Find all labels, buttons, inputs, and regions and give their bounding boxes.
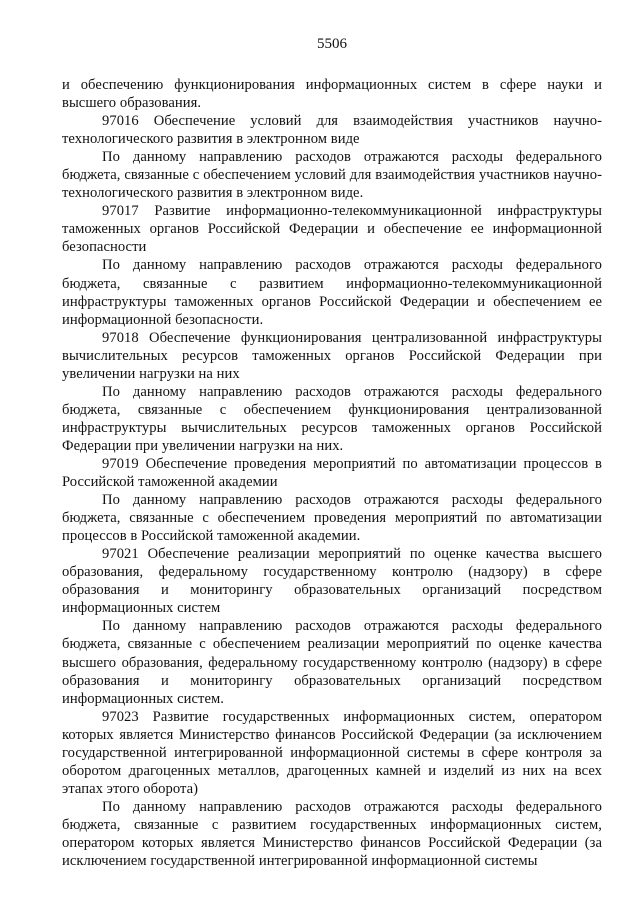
heading-97016: 97016 Обеспечение условий для взаимодействия участников научно-технологического развития в электронном виде [62, 113, 602, 148]
paragraph-97021-description: По данному направлению расходов отражаются расходы федерального бюджета, связанные с обеспечением реализации мероприятий по оценке качества высшего образования, федеральному государственному контролю (надзору) в сфере образования и мониторингу образовательных организаций посредством информационных систем. [62, 618, 602, 707]
heading-97017: 97017 Развитие информационно-телекоммуникационной инфраструктуры таможенных органов Российской Федерации и обеспечение ее информационной безопасности [62, 203, 602, 256]
paragraph-97023-description: По данному направлению расходов отражаются расходы федерального бюджета, связанные с развитием государственных информационных систем, оператором которых является Министерство финансов Российской Федерации (за исключением государственной интегрированной информационной системы [62, 798, 602, 870]
paragraph-97018-description: По данному направлению расходов отражаются расходы федерального бюджета, связанные с обеспечением функционирования централизованной инфраструктуры вычислительных ресурсов таможенных органов Российской Федерации при увеличении нагрузки на них. [62, 383, 602, 454]
heading-97019: 97019 Обеспечение проведения мероприятий по автоматизации процессов в Российской таможенной академии [62, 455, 602, 491]
paragraph-97019-description: По данному направлению расходов отражаются расходы федерального бюджета, связанные с обеспечением проведения мероприятий по автоматизации процессов в Российской таможенной академии. [62, 492, 602, 545]
heading-97018: 97018 Обеспечение функционирования централизованной инфраструктуры вычислительных ресурсов таможенных органов Российской Федерации при увеличении нагрузки на них [62, 329, 602, 382]
heading-97021: 97021 Обеспечение реализации мероприятий по оценке качества высшего образования, федеральному государственному контролю (надзору) в сфере образования и мониторингу образовательных организаций посредством информационных систем [62, 546, 602, 617]
page-number: 5506 [317, 36, 347, 52]
paragraph-continuation: и обеспечению функционирования информационных систем в сфере науки и высшего образования. [62, 77, 602, 112]
paragraph-97017-description: По данному направлению расходов отражаются расходы федерального бюджета, связанные с развитием информационно-телекоммуникационной инфраструктуры таможенных органов Российской Федерации и обеспечением ее информационной безопасности. [62, 257, 602, 328]
paragraph-97016-description: По данному направлению расходов отражаются расходы федерального бюджета, связанные с обеспечением условий для взаимодействия участников научно-технологического развития в электронном виде. [62, 149, 602, 202]
heading-97023: 97023 Развитие государственных информационных систем, оператором которых является Министерство финансов Российской Федерации (за исключением государственной интегрированной информационной системы в сфере контроля за оборотом драгоценных металлов, драгоценных камней и изделий из них на всех этапах этого оборота) [62, 708, 602, 797]
document-page [62, 34, 602, 870]
